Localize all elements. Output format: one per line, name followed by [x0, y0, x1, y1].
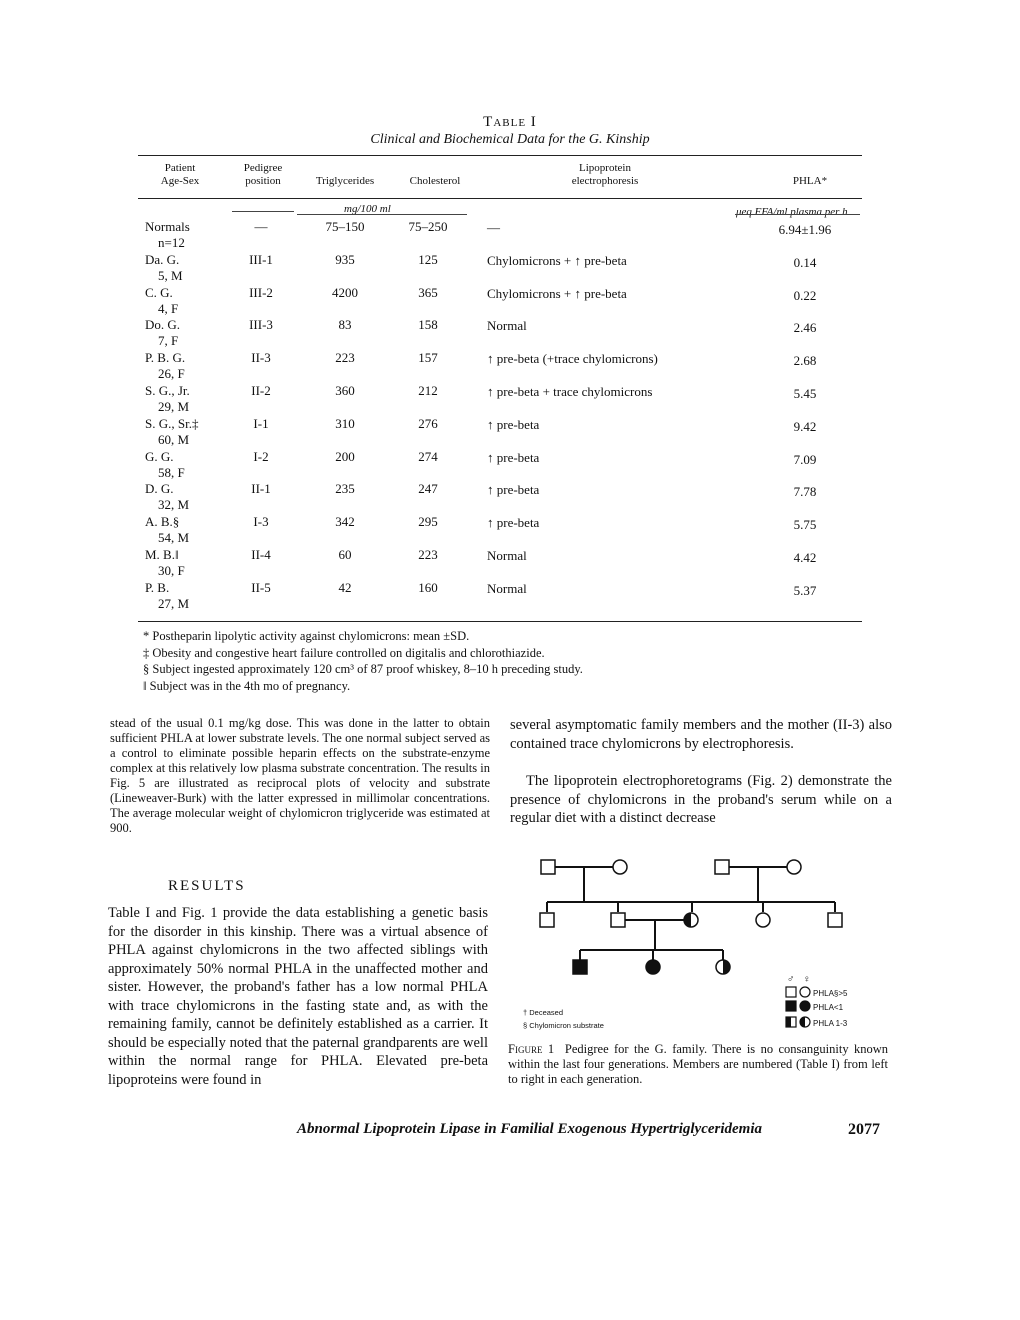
- table-cell-lipoprotein: ↑ pre-beta + trace chylomicrons: [487, 384, 653, 399]
- symbol-II2-male: [611, 913, 625, 927]
- table-cell-triglycerides: 360: [335, 383, 355, 398]
- table-cell-age-sex: 7, F: [158, 333, 179, 348]
- symbol-I1-male: [541, 860, 555, 874]
- table-cell-age-sex: 29, M: [158, 399, 190, 414]
- table-cell-triglycerides: 83: [338, 317, 352, 332]
- table-cell-triglycerides: 4200: [332, 285, 358, 300]
- table-cell-pedigree: II-1: [251, 481, 271, 496]
- page-number: 2077: [848, 1121, 880, 1138]
- table-cell-pedigree: I-3: [253, 514, 269, 529]
- table-cell-phla: 7.09: [793, 452, 817, 467]
- table-label: Table I: [483, 114, 537, 130]
- units-underline-lipids: [297, 214, 467, 215]
- table-cell-triglycerides: 75–150: [325, 219, 365, 234]
- table-cell-cholesterol: 158: [418, 317, 438, 332]
- header-lipoprotein-line2: electrophoresis: [571, 175, 639, 187]
- header-lipoprotein-line1: Lipoprotein: [579, 162, 631, 174]
- table-cell-triglycerides: 200: [335, 449, 355, 464]
- table-cell-pedigree: —: [254, 219, 268, 234]
- footnote-3: § Subject ingested approximately 120 cm³ of 87 proof whiskey, 8–10 h preceding study.: [143, 662, 583, 676]
- table-cell-pedigree: I-2: [253, 449, 269, 464]
- table-cell-pedigree: II-5: [251, 580, 271, 595]
- pedigree-figure: [505, 845, 895, 1040]
- table-cell-pedigree: I-1: [253, 416, 269, 431]
- table-cell-lipoprotein: —: [487, 220, 500, 235]
- table-top-rule: [138, 155, 862, 156]
- table-cell-phla: 2.46: [793, 320, 817, 335]
- table-cell-cholesterol: 223: [418, 547, 438, 562]
- header-pedigree-line2: position: [245, 175, 281, 187]
- left-paragraph-2: Table I and Fig. 1 provide the data establishing a genetic basis for the disorder in this kinship. There was a virtual absence of PHLA against chylomicrons in the two affected siblings with approximately 50% normal PHLA in the unaffected mother and sister. However, the proband's father has a low normal PHLA with trace chylomicrons in the fasting state and, as with the remaining family, cannot be definitely established as a carrier. It should be especially noted that the paternal grandparents are well within the normal range for PHLA. Elevated pre-beta lipoproteins were found in: [108, 905, 488, 1088]
- table-cell-pedigree: III-1: [249, 252, 273, 267]
- legend-female-sign: ♀: [803, 974, 811, 985]
- table-cell-lipoprotein: Chylomicrons + ↑ pre-beta: [487, 286, 627, 301]
- table-cell-phla: 7.78: [793, 484, 817, 499]
- symbol-II5-male: [828, 913, 842, 927]
- table-cell-patient: C. G.: [145, 285, 173, 300]
- table-cell-lipoprotein: ↑ pre-beta (+trace chylomicrons): [487, 351, 658, 366]
- table-cell-lipoprotein: Normal: [487, 548, 527, 563]
- legend-text-affected: PHLA<1: [813, 1003, 844, 1012]
- symbol-III1-male-affected: [573, 960, 587, 974]
- running-title: Abnormal Lipoprotein Lipase in Familial Exogenous Hypertriglyceridemia: [297, 1121, 763, 1137]
- table-cell-age-sex: 4, F: [158, 301, 179, 316]
- legend-text-half: PHLA 1-3: [813, 1019, 848, 1028]
- legend-text-normal: PHLA§>5: [813, 989, 848, 998]
- table-cell-cholesterol: 125: [418, 252, 438, 267]
- table-cell-triglycerides: 42: [338, 580, 352, 595]
- table-cell-lipoprotein: ↑ pre-beta: [487, 450, 540, 465]
- footnote-4: ‖ Subject was in the 4th mo of pregnancy.: [143, 679, 351, 693]
- table-cell-phla: 5.37: [793, 583, 817, 598]
- footnote-1: * Postheparin lipolytic activity against chylomicrons: mean ±SD.: [143, 629, 470, 643]
- table-cell-patient: D. G.: [145, 481, 174, 496]
- table-cell-pedigree: III-3: [249, 317, 273, 332]
- symbol-I2-female: [613, 860, 627, 874]
- legend-female-affected: [800, 1001, 810, 1011]
- header-pedigree: [232, 162, 294, 188]
- table-cell-cholesterol: 276: [418, 416, 438, 431]
- table-cell-age-sex: 54, M: [158, 530, 190, 545]
- table-cell-lipoprotein: ↑ pre-beta: [487, 515, 540, 530]
- header-triglycerides: Triglycerides: [315, 175, 375, 187]
- note-substrate: § Chylomicron substrate: [523, 1021, 604, 1030]
- legend-male-affected: [786, 1001, 796, 1011]
- table-cell-age-sex: 26, F: [158, 366, 185, 381]
- table-cell-cholesterol: 160: [418, 580, 438, 595]
- table-cell-phla: 6.94±1.96: [778, 222, 832, 237]
- section-heading-results: RESULTS: [168, 878, 246, 894]
- right-paragraph-2: The lipoprotein electrophoretograms (Fig. 2) demonstrate the presence of chylomicrons in the proband's serum while on a regular diet with a distinct decrease: [510, 773, 892, 826]
- header-pedigree-line1: Pedigree: [243, 162, 283, 174]
- table-cell-age-sex: 5, M: [158, 268, 183, 283]
- table-cell-phla: 2.68: [793, 353, 817, 368]
- symbol-I3-male: [715, 860, 729, 874]
- table-cell-lipoprotein: Normal: [487, 318, 527, 333]
- table-cell-cholesterol: 274: [418, 449, 438, 464]
- legend-male-normal: [786, 987, 796, 997]
- table-cell-phla: 9.42: [793, 419, 817, 434]
- table-cell-lipoprotein: ↑ pre-beta: [487, 417, 540, 432]
- table-cell-triglycerides: 223: [335, 350, 355, 365]
- note-deceased: † Deceased: [523, 1008, 564, 1017]
- table-cell-triglycerides: 235: [335, 481, 355, 496]
- left-paragraph-1: stead of the usual 0.1 mg/kg dose. This was done in the latter to obtain sufficient PHLA at lower substrate levels. The one normal subject served as a control to eliminate possible heparin effects on the substrate-enzyme complex at this relatively low plasma substrate concentration. The results in Fig. 5 are illustrated as reciprocal plots of velocity and substrate (Lineweaver-Burk) with the latter expressed in millimolar concentrations. The average molecular weight of chylomicron triglyceride was estimated at 900.: [110, 716, 490, 835]
- table-cell-age-sex: 58, F: [158, 465, 185, 480]
- table-cell-triglycerides: 310: [335, 416, 355, 431]
- table-bottom-rule: [138, 621, 862, 622]
- header-cholesterol: Cholesterol: [409, 175, 461, 187]
- table-cell-patient: P. B.: [145, 580, 170, 595]
- table-cell-pedigree: II-3: [251, 350, 271, 365]
- table-cell-patient: M. B.‖: [145, 547, 179, 562]
- table-cell-pedigree: II-4: [251, 547, 271, 562]
- table-cell-lipoprotein: Normal: [487, 581, 527, 596]
- legend-male-half-fill: [786, 1017, 791, 1027]
- table-cell-age-sex: n=12: [158, 235, 185, 250]
- header-patient-line2: Age-Sex: [160, 175, 200, 187]
- table-cell-phla: 0.14: [793, 255, 817, 270]
- figure-caption-label: Figure 1: [508, 1042, 555, 1056]
- symbol-II1-male: [540, 913, 554, 927]
- table-cell-phla: 0.22: [793, 288, 817, 303]
- table-cell-phla: 5.75: [793, 517, 817, 532]
- table-cell-cholesterol: 247: [418, 481, 438, 496]
- units-underline-phla: [735, 214, 860, 215]
- table-cell-cholesterol: 365: [418, 285, 438, 300]
- table-cell-patient: Do. G.: [145, 317, 181, 332]
- table-cell-pedigree: II-2: [251, 383, 271, 398]
- table-cell-lipoprotein: ↑ pre-beta: [487, 482, 540, 497]
- table-cell-triglycerides: 342: [335, 514, 355, 529]
- table-cell-phla: 5.45: [793, 386, 817, 401]
- table-title: Clinical and Biochemical Data for the G. Kinship: [370, 132, 650, 147]
- table-cell-age-sex: 60, M: [158, 432, 190, 447]
- figure-caption: [508, 1042, 888, 1087]
- footnote-2: ‡ Obesity and congestive heart failure controlled on digitalis and chlorothiazide.: [143, 646, 545, 660]
- table-cell-cholesterol: 295: [418, 514, 438, 529]
- header-patient-line1: Patient: [164, 162, 196, 174]
- table-cell-cholesterol: 75–250: [408, 219, 448, 234]
- table-cell-patient: G. G.: [145, 449, 174, 464]
- units-underline-pedigree: [232, 211, 294, 212]
- right-paragraph-1: several asymptomatic family members and the mother (II-3) also contained trace chylomicrons by electrophoresis.: [510, 717, 892, 752]
- symbol-I4-female: [787, 860, 801, 874]
- units-phla: μeq FFA/ml plasma per h: [736, 206, 848, 218]
- figure-caption-text: Pedigree for the G. family. There is no consanguinity known within the last four generations. Members are numbered (Table I) from left to right in each generation.: [508, 1042, 889, 1086]
- table-cell-age-sex: 27, M: [158, 596, 190, 611]
- table-cell-patient: Da. G.: [145, 252, 180, 267]
- table-cell-age-sex: 30, F: [158, 563, 185, 578]
- table-cell-patient: S. G., Jr.: [145, 383, 190, 398]
- header-patient: [140, 162, 220, 188]
- table-header-rule: [138, 198, 862, 199]
- symbol-III2-female-affected: [646, 960, 660, 974]
- header-phla: PHLA*: [792, 175, 828, 187]
- table-cell-age-sex: 32, M: [158, 497, 190, 512]
- table-cell-patient: Normals: [145, 219, 190, 234]
- units-lipids: mg/100 ml: [344, 203, 391, 215]
- legend-male-sign: ♂: [787, 974, 795, 985]
- table-cell-cholesterol: 212: [418, 383, 438, 398]
- table-cell-patient: S. G., Sr.‡: [145, 416, 199, 431]
- table-cell-triglycerides: 935: [335, 252, 355, 267]
- table-cell-phla: 4.42: [793, 550, 817, 565]
- table-cell-lipoprotein: Chylomicrons + ↑ pre-beta: [487, 253, 627, 268]
- legend-female-normal: [800, 987, 810, 997]
- header-lipoprotein: [530, 162, 680, 188]
- table-cell-pedigree: III-2: [249, 285, 273, 300]
- table-cell-triglycerides: 60: [338, 547, 352, 562]
- table-cell-patient: P. B. G.: [145, 350, 186, 365]
- table-cell-patient: A. B.§: [145, 514, 180, 529]
- table-cell-cholesterol: 157: [418, 350, 438, 365]
- symbol-II4-female: [756, 913, 770, 927]
